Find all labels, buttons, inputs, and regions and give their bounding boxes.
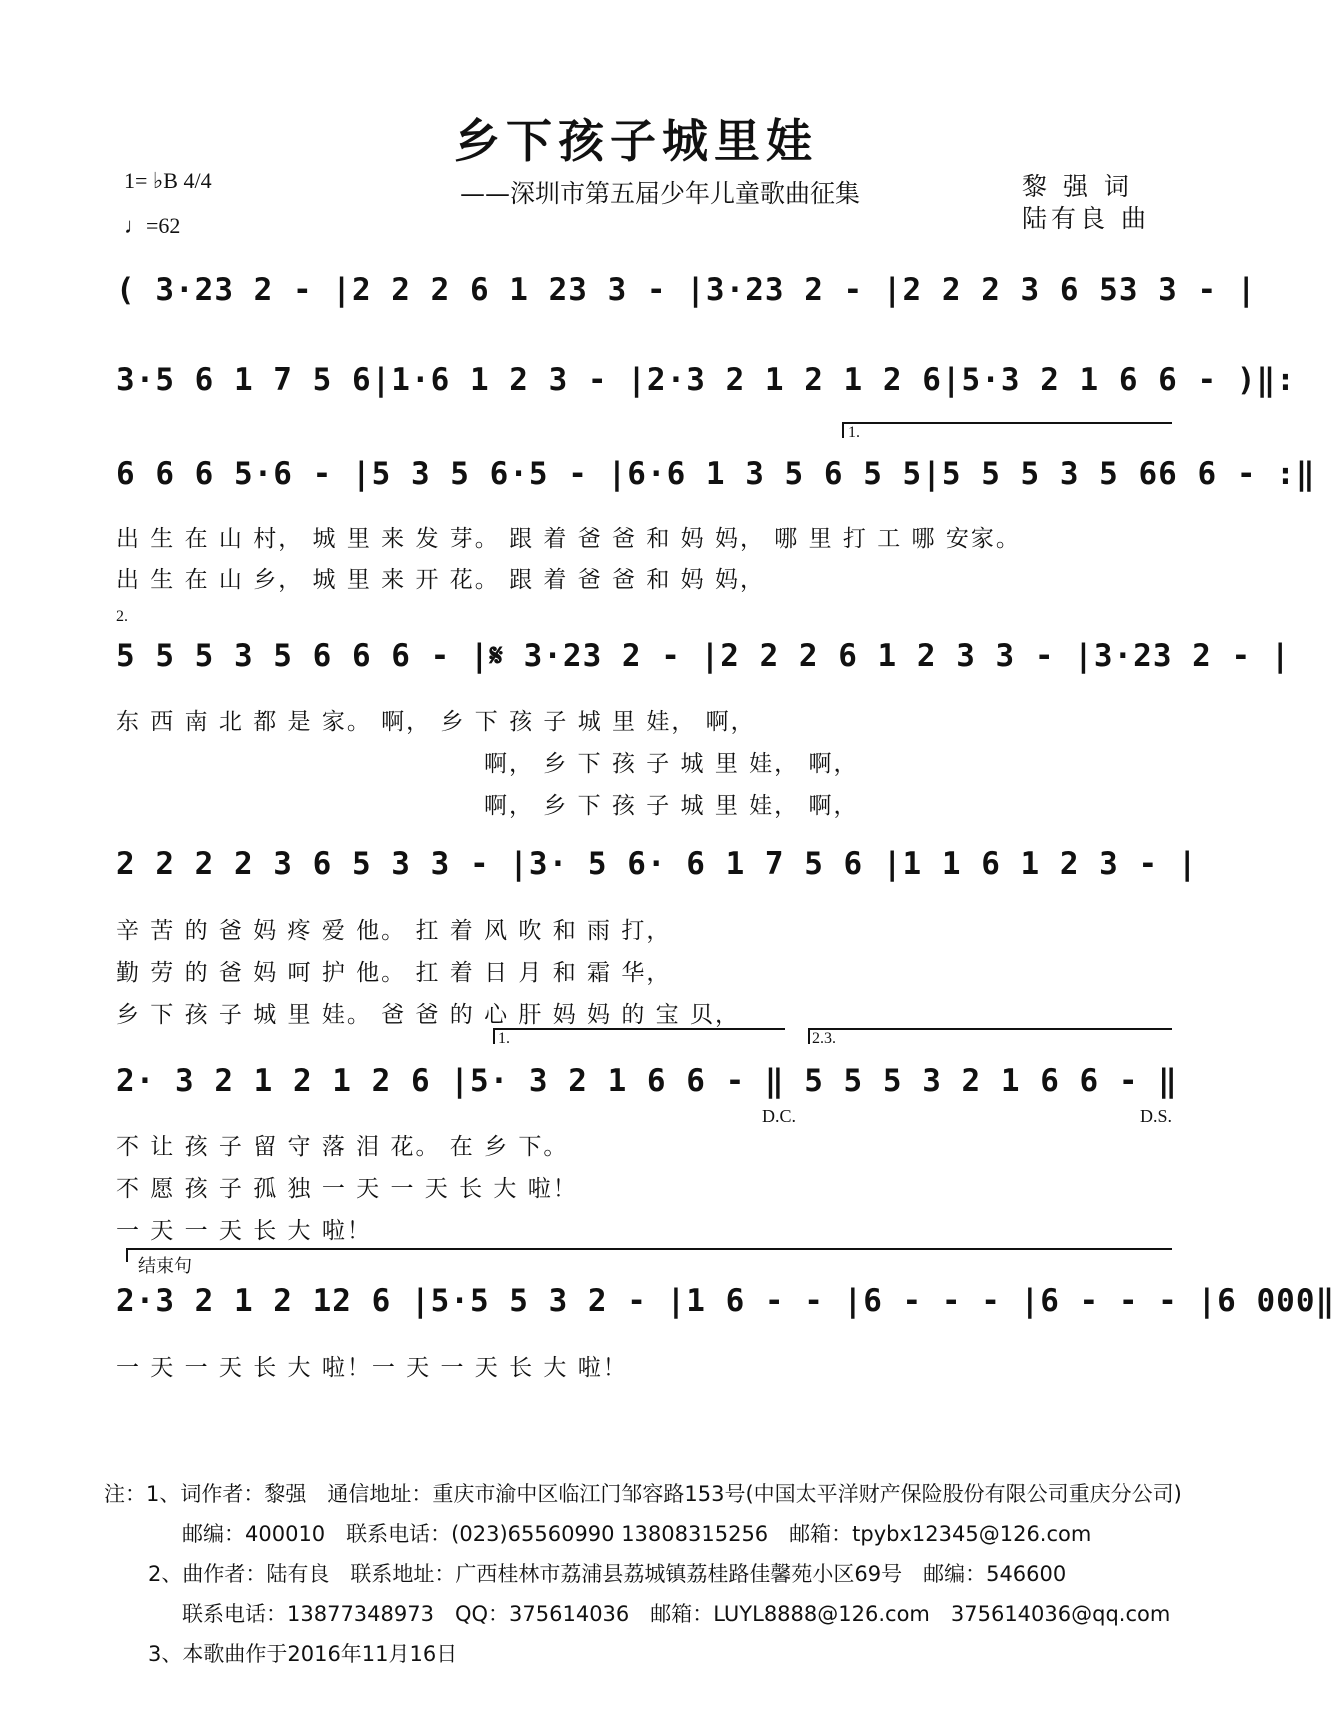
score-row-6-notes: 2· 3 2 1 2 1 2 6 |5· 3 2 1 6 6 - ‖ 5 5 5 3 2 1 6 6 - ‖ [116, 1063, 1178, 1099]
volta-2-label: 2. [116, 608, 128, 625]
lyricist-credit: 黎 强 词 [1022, 172, 1133, 201]
volta-1-label: 1. [848, 424, 860, 441]
score-row-4-notes: 5 5 5 3 5 6 6 6 - |𝄋 3·23 2 - |2 2 2 6 1 2 3 3 - |3·23 2 - | [116, 638, 1291, 674]
coda-bracket-end [126, 1248, 128, 1262]
lyric-line: 不 愿 孩 子 孤 独 一 天 一 天 长 大 啦！ [116, 1176, 578, 1202]
score-row-3-notes: 6 6 6 5·6 - |5 3 5 6·5 - |6·6 1 3 5 6 5 5|5 5 5 3 5 66 6 - :‖ [116, 456, 1316, 492]
dc-marking: D.C. [762, 1106, 797, 1126]
volta-bracket-end [842, 422, 844, 438]
lyric-line: 东 西 南 北 都 是 家。 啊， 乡 下 孩 子 城 里 娃， 啊， [116, 709, 756, 735]
volta-bracket-end [493, 1028, 495, 1044]
volta-1-label: 1. [498, 1030, 510, 1047]
song-title: 乡下孩子城里娃 [454, 114, 818, 168]
coda-bracket [126, 1248, 1172, 1250]
song-subtitle: ——深圳市第五届少年儿童歌曲征集 [460, 179, 861, 208]
lyric-line: 出 生 在 山 乡， 城 里 来 开 花。 跟 着 爸 爸 和 妈 妈， [116, 567, 765, 593]
volta-bracket-end [808, 1028, 810, 1044]
lyric-line: 一 天 一 天 长 大 啦！ [116, 1218, 372, 1244]
footer-note-5: 3、本歌曲作于2016年11月16日 [148, 1642, 458, 1666]
volta-bracket [493, 1028, 785, 1030]
volta-bracket [808, 1028, 1172, 1030]
lyric-line: 不 让 孩 子 留 守 落 泪 花。 在 乡 下。 [116, 1134, 569, 1160]
score-row-5-notes: 2 2 2 2 3 6 5 3 3 - |3· 5 6· 6 1 7 5 6 |1 1 6 1 2 3 - | [116, 846, 1198, 882]
lyric-line: 啊， 乡 下 孩 子 城 里 娃， 啊， [484, 793, 859, 819]
coda-label: 结束句 [138, 1256, 192, 1276]
lyric-line: 乡 下 孩 子 城 里 娃。 爸 爸 的 心 肝 妈 妈 的 宝 贝， [116, 1002, 740, 1028]
score-row-2-notes: 3·5 6 1 7 5 6|1·6 1 2 3 - |2·3 2 1 2 1 2 6|5·3 2 1 6 6 - )‖: [116, 362, 1296, 398]
volta-2-3-label: 2.3. [812, 1030, 836, 1047]
lyric-line: 啊， 乡 下 孩 子 城 里 娃， 啊， [484, 751, 859, 777]
score-row-7-notes: 2·3 2 1 2 12 6 |5·5 5 3 2 - |1 6 - - |6 - - - |6 - - - |6 000‖ [116, 1283, 1335, 1319]
lyric-line: 出 生 在 山 村， 城 里 来 发 芽。 跟 着 爸 爸 和 妈 妈， 哪 里 打 工 哪 安家。 [116, 526, 1021, 552]
lyric-line: 一 天 一 天 长 大 啦！一 天 一 天 长 大 啦！ [116, 1355, 628, 1381]
footer-note-2: 邮编：400010 联系电话：(023)65560990 13808315256 邮箱：tpybx12345@126.com [182, 1522, 1092, 1546]
volta-bracket [842, 422, 1172, 424]
footer-note-1: 注：1、词作者：黎强 通信地址：重庆市渝中区临江门邹容路153号(中国太平洋财产保险股份有限公司重庆分公司) [104, 1482, 1182, 1506]
key-signature: 1= ♭B 4/4 [124, 168, 212, 193]
lyric-line: 辛 苦 的 爸 妈 疼 爱 他。 扛 着 风 吹 和 雨 打， [116, 918, 672, 944]
footer-note-4: 联系电话：13877348973 QQ：375614036 邮箱：LUYL8888@126.com 375614036@qq.com [182, 1602, 1171, 1626]
score-row-1-notes: ( 3·23 2 - |2 2 2 6 1 23 3 - |3·23 2 - |2 2 2 3 6 53 3 - | [116, 272, 1257, 308]
lyric-line: 勤 劳 的 爸 妈 呵 护 他。 扛 着 日 月 和 霜 华， [116, 960, 672, 986]
composer-credit: 陆有良 曲 [1022, 204, 1150, 233]
tempo-marking: ♩=62 [124, 213, 181, 238]
footer-note-3: 2、曲作者：陆有良 联系地址：广西桂林市荔浦县荔城镇荔桂路佳馨苑小区69号 邮编：546600 [148, 1562, 1067, 1586]
ds-marking: D.S. [1140, 1106, 1173, 1126]
